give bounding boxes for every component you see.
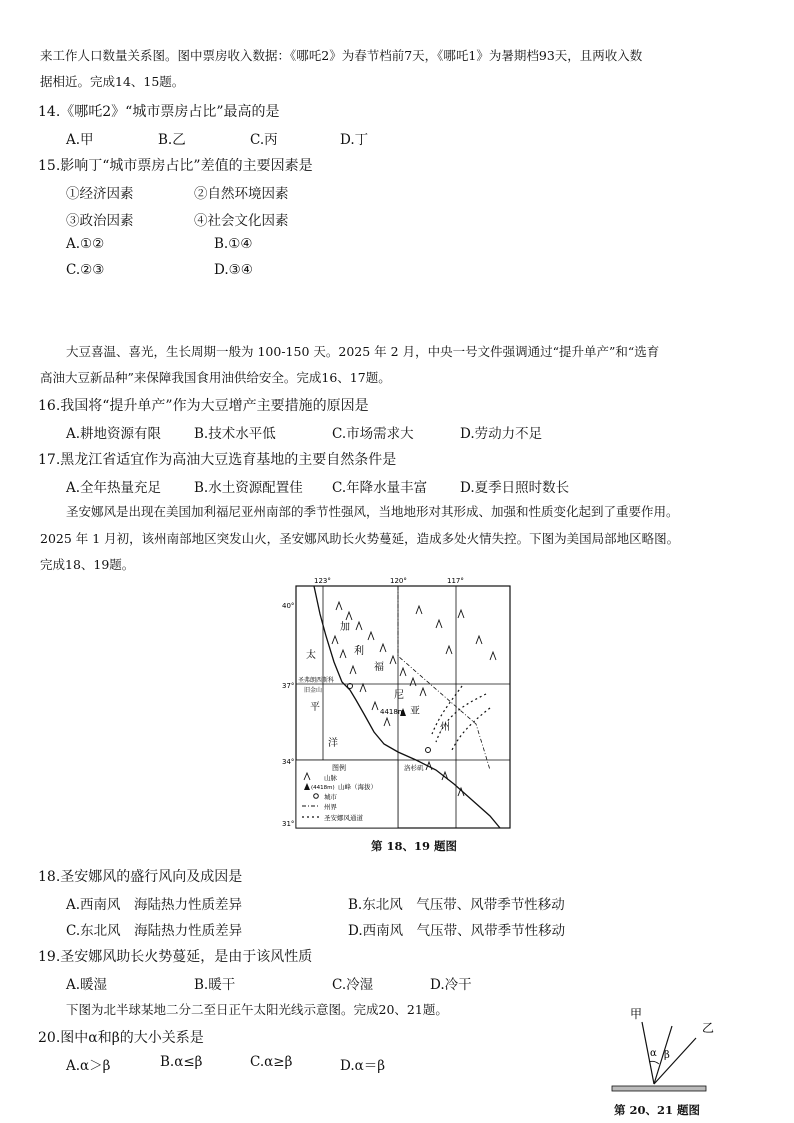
- question-19-stem: 19.圣安娜风助长火势蔓延，是由于该风性质: [38, 949, 313, 965]
- q15-factor-1: ①经济因素: [66, 186, 134, 202]
- state-char-5: 亚: [410, 706, 420, 717]
- q14-option-d: D.丁: [340, 132, 369, 148]
- peak-label: 4418m: [380, 708, 405, 716]
- ground: [612, 1086, 706, 1091]
- q17-option-a: A.全年热量充足: [66, 480, 162, 496]
- q19-option-a: A.暖湿: [66, 977, 108, 993]
- ray-yi: [654, 1038, 696, 1084]
- sun-figure-caption: 第 20、21 题图: [614, 1103, 701, 1117]
- lat-label-34: 34°: [282, 758, 295, 766]
- ocean-char-3: 洋: [328, 738, 338, 749]
- q15-option-b: B.①④: [214, 236, 253, 252]
- question-20-stem: 20.图中α和β的大小关系是: [38, 1030, 204, 1046]
- q20-option-c: C.α≥β: [250, 1054, 293, 1070]
- question-18-stem: 18.圣安娜风的盛行风向及成因是: [38, 869, 243, 885]
- label-alpha: α: [650, 1048, 657, 1059]
- q15-option-d: D.③④: [214, 262, 253, 278]
- q18-option-c: C.东北风 海陆热力性质差异: [66, 923, 243, 939]
- q20-option-d: D.α＝β: [340, 1058, 386, 1074]
- intro-16-17-line1: 大豆喜温、喜光，生长周期一般为 100-150 天。2025 年 2 月，中央一号文件强调通过“提升单产”和“选育: [66, 344, 660, 359]
- question-17-stem: 17.黑龙江省适宜作为高油大豆选育基地的主要自然条件是: [38, 452, 397, 468]
- lon-label-123: 123°: [314, 577, 331, 585]
- q15-option-a: A.①②: [66, 236, 105, 252]
- q16-option-d: D.劳动力不足: [460, 426, 543, 442]
- q16-option-c: C.市场需求大: [332, 426, 414, 442]
- legend-peak-sample: (4418m): [311, 785, 335, 791]
- question-16-stem: 16.我国将“提升单产”作为大豆增产主要措施的原因是: [38, 398, 369, 414]
- lon-label-120: 120°: [390, 577, 407, 585]
- legend-peak: 山峰（海拔）: [338, 783, 377, 791]
- q15-factor-2: ②自然环境因素: [194, 186, 289, 202]
- state-char-4: 尼: [394, 690, 404, 701]
- q17-option-c: C.年降水量丰富: [332, 480, 428, 496]
- map-caption: 第 18、19 题图: [371, 839, 458, 853]
- q14-option-c: C.丙: [250, 132, 278, 148]
- label-jia: 甲: [630, 1007, 643, 1021]
- lat-label-40: 40°: [282, 602, 295, 610]
- q17-option-d: D.夏季日照时数长: [460, 480, 570, 496]
- question-15-stem: 15.影响丁“城市票房占比”差值的主要因素是: [38, 158, 313, 174]
- city-sf-en: 圣弗朗西斯科: [298, 677, 335, 684]
- legend-title: 图例: [332, 764, 346, 772]
- q19-option-c: C.冷湿: [332, 977, 374, 993]
- intro-20-21-line1: 下图为北半球某地二分二至日正午太阳光线示意图。完成20、21题。: [66, 1002, 448, 1017]
- california-map: [276, 574, 514, 832]
- city-la-icon: [426, 748, 431, 753]
- q15-factor-4: ④社会文化因素: [194, 213, 289, 229]
- sun-ray-figure: [598, 1002, 718, 1098]
- state-char-6: 州: [440, 722, 450, 733]
- lat-label-37: 37°: [282, 682, 295, 690]
- lat-label-31: 31°: [282, 820, 295, 828]
- intro-18-19-line2: 2025 年 1 月初，该州南部地区突发山火，圣安娜风助长火势蔓延，造成多处火情失控。下图为美国局部地区略图。: [40, 531, 680, 546]
- q15-factor-3: ③政治因素: [66, 213, 134, 229]
- city-sf: 旧金山: [304, 687, 323, 694]
- q20-option-b: B.α≤β: [160, 1054, 203, 1070]
- legend-city: 城市: [324, 793, 337, 801]
- lon-label-117: 117°: [447, 577, 464, 585]
- q16-option-b: B.技术水平低: [194, 426, 276, 442]
- q16-option-a: A.耕地资源有限: [66, 426, 162, 442]
- q15-option-c: C.②③: [66, 262, 105, 278]
- legend-mountain: 山脉: [324, 774, 337, 782]
- q14-option-a: A.甲: [66, 132, 94, 148]
- ocean-char-2: 平: [310, 702, 320, 713]
- q20-option-a: A.α＞β: [66, 1058, 111, 1074]
- intro-18-19-line3: 完成18、19题。: [40, 557, 135, 572]
- question-14-stem: 14.《哪吒2》“城市票房占比”最高的是: [38, 104, 280, 120]
- state-char-3: 福: [374, 662, 384, 673]
- intro-18-19-line1: 圣安娜风是出现在美国加利福尼亚州南部的季节性强风，当地地形对其形成、加强和性质变化起到了重要作用。: [66, 504, 679, 519]
- legend-wind: 圣安娜风通道: [324, 814, 363, 822]
- intro-14-15-line1: 来工作人口数量关系图。图中票房收入数据：《哪吒2》为春节档前7天，《哪吒1》为暑期档93天，且两收入数: [40, 48, 643, 63]
- state-char-2: 利: [354, 646, 364, 657]
- intro-16-17-line2: 高油大豆新品种”来保障我国食用油供给安全。完成16、17题。: [40, 370, 391, 385]
- ocean-char-1: 太: [306, 650, 316, 661]
- q19-option-b: B.暖干: [194, 977, 236, 993]
- q19-option-d: D.冷干: [430, 977, 472, 993]
- q18-option-b: B.东北风 气压带、风带季节性移动: [348, 897, 565, 913]
- q14-option-b: B.乙: [158, 132, 186, 148]
- q17-option-b: B.水土资源配置佳: [194, 480, 303, 496]
- q18-option-a: A.西南风 海陆热力性质差异: [66, 897, 243, 913]
- label-beta: β: [664, 1050, 670, 1061]
- q18-option-d: D.西南风 气压带、风带季节性移动: [348, 923, 566, 939]
- state-border: [398, 586, 490, 770]
- state-char-1: 加: [340, 622, 350, 633]
- legend-border: 州界: [324, 803, 337, 811]
- label-yi: 乙: [702, 1021, 715, 1035]
- city-la: 洛杉矶: [404, 764, 424, 772]
- intro-14-15-line2: 据相近。完成14、15题。: [40, 74, 185, 89]
